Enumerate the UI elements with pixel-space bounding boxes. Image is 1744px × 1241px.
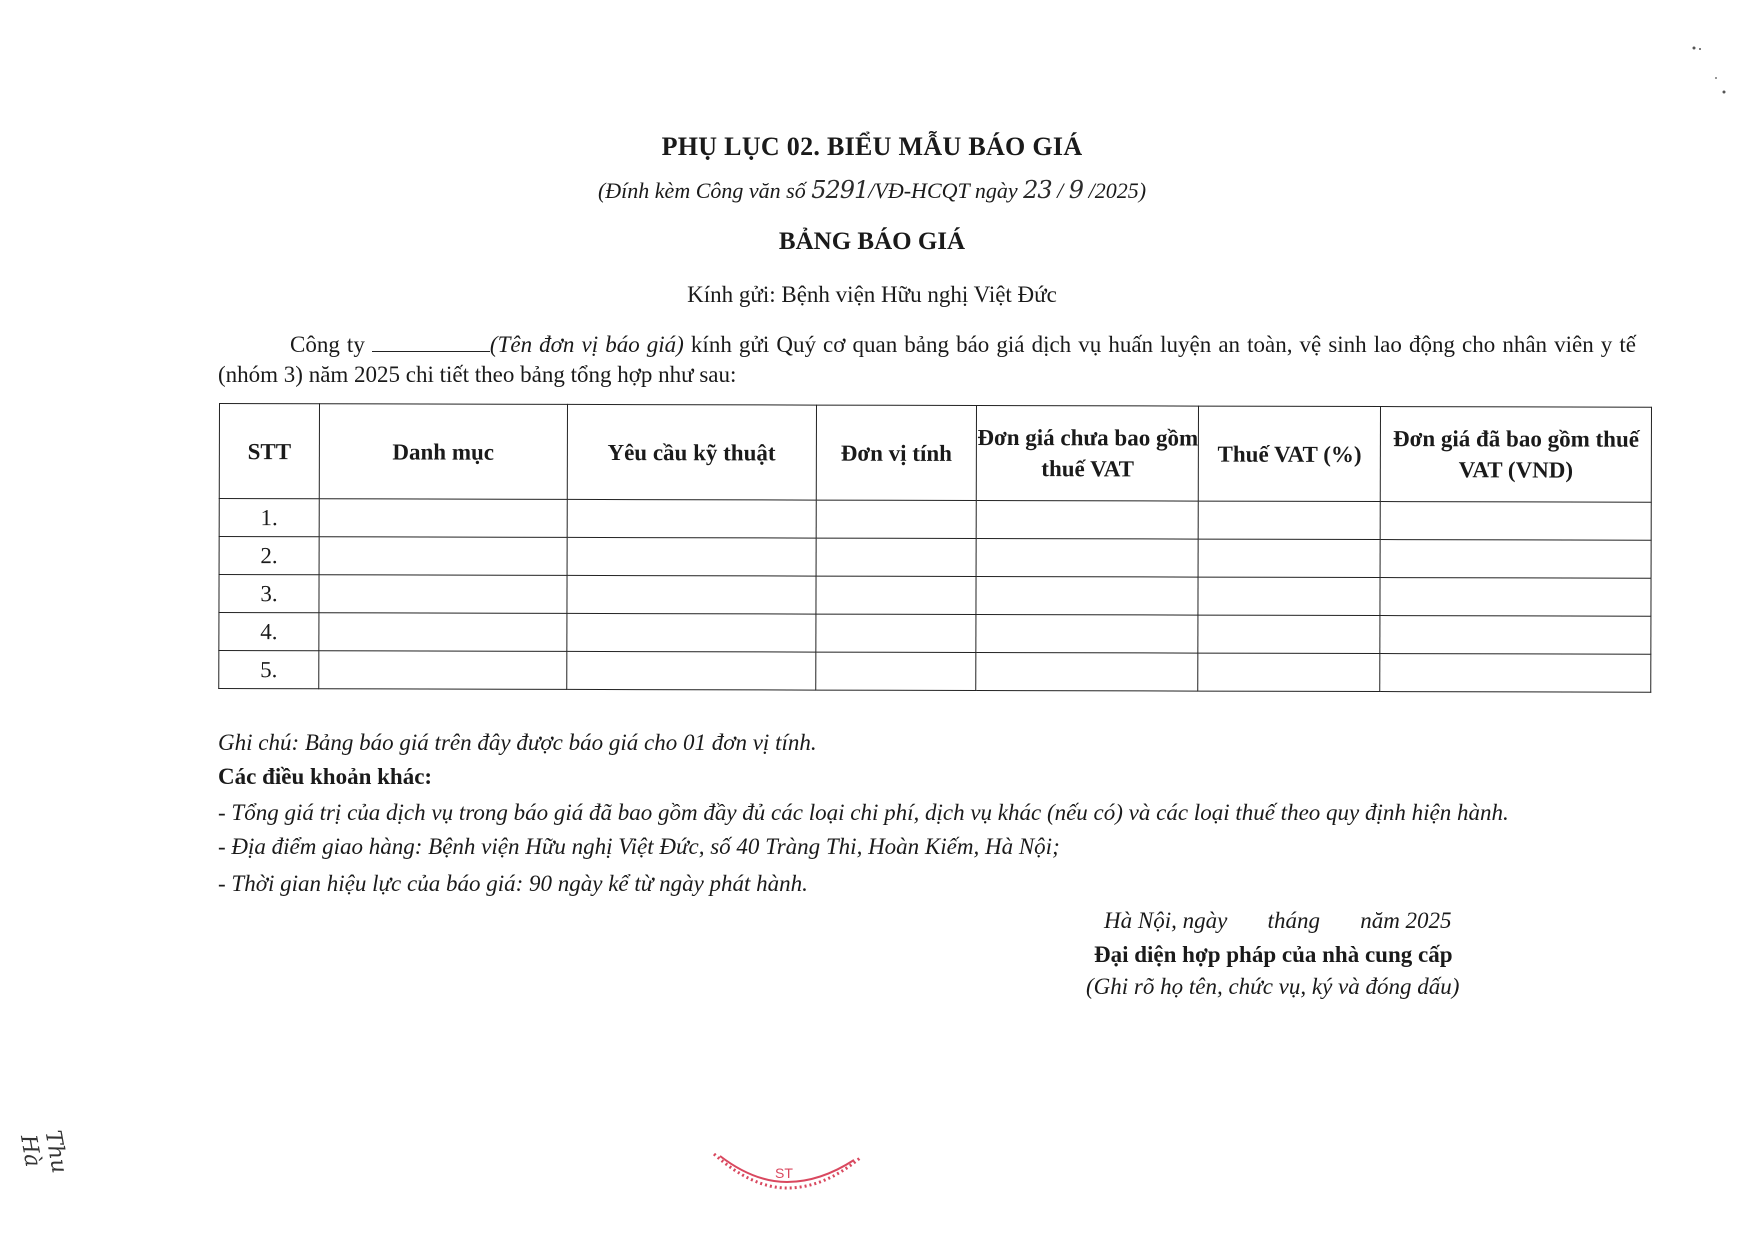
intro-paragraph — [218, 330, 1636, 390]
cell-price-excl-vat[interactable] — [976, 652, 1198, 691]
row-number: 1. — [219, 499, 319, 537]
term-item: - Địa điểm giao hàng: Bệnh viện Hữu nghị Việt Đức, số 40 Tràng Thi, Hoàn Kiếm, Hà Nội; — [218, 834, 1060, 859]
subtitle-prefix: (Đính kèm Công văn số — [597, 178, 812, 203]
cell-category[interactable] — [319, 613, 567, 652]
handwritten-margin-note: Thu Hà — [14, 1128, 72, 1176]
handwritten-doc-number: 5291 — [811, 176, 869, 204]
cell-category[interactable] — [319, 499, 567, 538]
table-row — [219, 613, 1651, 655]
subtitle-mid: /VĐ-HCQT ngày — [868, 178, 1024, 203]
cell-vat-rate[interactable] — [1198, 615, 1380, 653]
company-name-blank — [372, 331, 490, 352]
cell-category[interactable] — [319, 537, 567, 576]
header-price-excl-vat: Đơn giá chưa bao gồm thuế VAT — [977, 405, 1199, 501]
row-number: 4. — [219, 613, 319, 651]
cell-price-incl-vat[interactable] — [1380, 502, 1651, 541]
cell-vat-rate[interactable] — [1198, 653, 1380, 691]
row-number: 5. — [219, 651, 319, 689]
table-row — [219, 537, 1651, 579]
handwritten-month: 9 — [1068, 176, 1084, 204]
cell-unit[interactable] — [815, 614, 976, 652]
header-technical-requirements: Yêu cầu kỹ thuật — [567, 404, 816, 500]
table-row — [219, 651, 1651, 693]
term-item: - Tổng giá trị của dịch vụ trong báo giá đã bao gồm đầy đủ các loại chi phí, dịch vụ khác (nếu có) và các loại thuế theo quy định hiện hành. — [218, 800, 1509, 825]
attachment-reference — [0, 176, 1744, 204]
cell-price-incl-vat[interactable] — [1380, 540, 1651, 579]
cell-price-incl-vat[interactable] — [1380, 578, 1651, 617]
handwritten-day: 23 — [1023, 176, 1052, 204]
cell-unit[interactable] — [816, 538, 977, 576]
quotation-table — [218, 403, 1652, 693]
cell-vat-rate[interactable] — [1198, 501, 1380, 539]
cell-price-excl-vat[interactable] — [976, 614, 1198, 653]
cell-category[interactable] — [319, 651, 567, 690]
cell-technical-requirements[interactable] — [567, 651, 816, 690]
stamp-text: ST — [775, 1165, 793, 1181]
cell-unit[interactable] — [816, 576, 977, 614]
table-row — [219, 499, 1651, 541]
terms-title: Các điều khoản khác: — [218, 764, 433, 789]
header-category: Danh mục — [319, 404, 567, 500]
header-vat-rate: Thuế VAT (%) — [1199, 406, 1381, 501]
cell-technical-requirements[interactable] — [567, 537, 816, 576]
subtitle-suffix: /2025) — [1083, 178, 1147, 203]
cell-technical-requirements[interactable] — [567, 499, 816, 538]
table-header-row — [219, 404, 1651, 503]
note-line: Ghi chú: Bảng báo giá trên đây được báo giá cho 01 đơn vị tính. — [218, 730, 817, 755]
intro-body: kính gửi Quý cơ quan bảng báo giá dịch vụ huấn luyện an toàn, vệ sinh lao động cho nhân viên y tế (nhóm 3) năm 2025 chi tiết theo bảng tổng hợp như sau: — [218, 332, 1636, 387]
header-price-incl-vat: Đơn giá đã bao gồm thuế VAT (VND) — [1380, 407, 1651, 503]
cell-vat-rate[interactable] — [1198, 539, 1380, 577]
table-row — [219, 575, 1651, 617]
place-date-line: Hà Nội, ngày tháng năm 2025 — [1104, 908, 1452, 933]
row-number: 3. — [219, 575, 319, 613]
cell-price-incl-vat[interactable] — [1380, 654, 1651, 693]
company-label: Công ty — [290, 332, 372, 357]
recipient-line: Kính gửi: Bệnh viện Hữu nghị Việt Đức — [687, 282, 1057, 307]
cell-price-excl-vat[interactable] — [976, 538, 1198, 577]
row-number: 2. — [219, 537, 319, 575]
cell-price-excl-vat[interactable] — [977, 500, 1199, 539]
company-hint: (Tên đơn vị báo giá) — [489, 332, 684, 357]
cell-technical-requirements[interactable] — [567, 613, 816, 652]
cell-price-excl-vat[interactable] — [976, 576, 1198, 615]
partial-stamp-mark — [712, 1148, 862, 1194]
representative-title: Đại diện hợp pháp của nhà cung cấp — [1094, 942, 1453, 967]
scan-specks — [1690, 40, 1740, 100]
cell-vat-rate[interactable] — [1198, 577, 1380, 615]
cell-price-incl-vat[interactable] — [1380, 616, 1651, 655]
header-unit: Đơn vị tính — [816, 405, 977, 500]
term-item: - Thời gian hiệu lực của báo giá: 90 ngày kể từ ngày phát hành. — [218, 871, 808, 896]
cell-unit[interactable] — [815, 652, 976, 690]
cell-unit[interactable] — [816, 500, 977, 538]
date-separator: / — [1051, 178, 1069, 203]
representative-note: (Ghi rõ họ tên, chức vụ, ký và đóng dấu) — [1086, 974, 1460, 999]
header-stt: STT — [219, 404, 319, 499]
form-title: BẢNG BÁO GIÁ — [778, 228, 966, 255]
appendix-title: PHỤ LỤC 02. BIỂU MẪU BÁO GIÁ — [661, 132, 1083, 161]
cell-category[interactable] — [319, 575, 567, 614]
cell-technical-requirements[interactable] — [567, 575, 816, 614]
